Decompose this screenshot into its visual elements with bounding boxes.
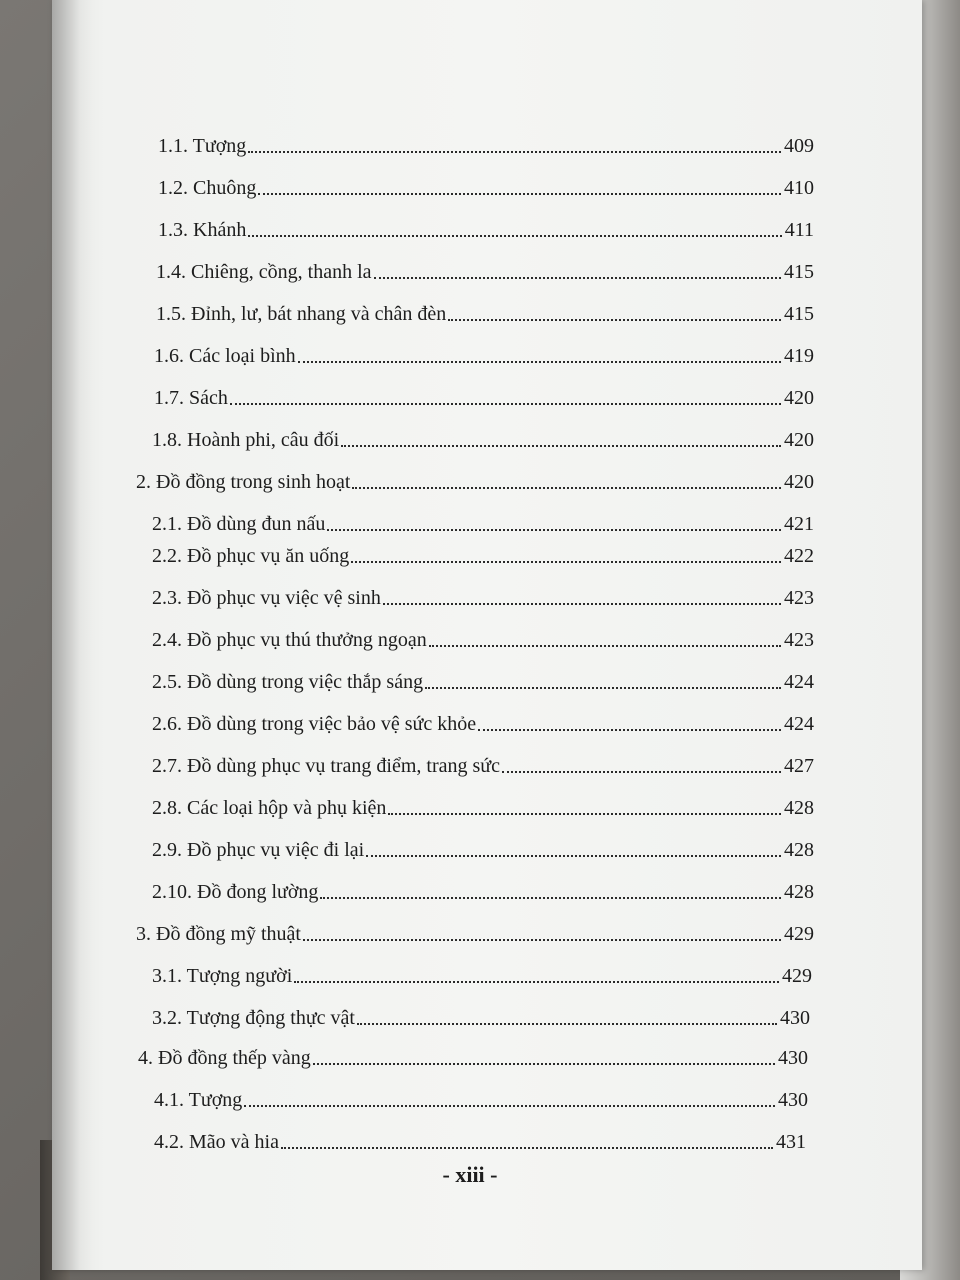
dot-leader: [313, 1063, 775, 1065]
toc-entry-title: 2.8. Các loại hộp và phụ kiện: [152, 797, 387, 819]
toc-entry-page: 419: [784, 345, 814, 367]
dot-leader: [281, 1147, 773, 1149]
toc-entry-2-8: [152, 786, 814, 820]
toc-entry-2-6: [152, 702, 814, 736]
dot-leader: [383, 603, 781, 605]
dot-leader: [357, 1023, 777, 1025]
toc-entry-2-2: [152, 534, 814, 568]
toc-entry-1-5: [156, 292, 814, 326]
toc-entry-title: 2.2. Đồ phục vụ ăn uống: [152, 545, 350, 567]
toc-entry-1-3: [158, 208, 814, 242]
dot-leader: [429, 645, 781, 647]
toc-entry-page: 415: [784, 303, 814, 325]
dot-leader: [388, 813, 781, 815]
toc-entry-4-1: [154, 1078, 808, 1112]
toc-entry-page: 422: [784, 545, 814, 567]
toc-entry-title: 3.2. Tượng động thực vật: [152, 1007, 355, 1029]
dot-leader: [478, 729, 781, 731]
toc-entry-title: 2.5. Đồ dùng trong việc thắp sáng: [152, 671, 424, 693]
toc-entry-page: 420: [784, 429, 814, 451]
toc-entry-1-1: [158, 124, 814, 158]
toc-entry-title: 1.7. Sách: [154, 387, 228, 409]
toc-entry-3-1: [152, 954, 812, 988]
toc-entry-page: 429: [784, 923, 814, 945]
toc-entry-4: [138, 1036, 808, 1070]
toc-entry-3-2: [152, 996, 810, 1030]
toc-entry-title: 1.1. Tượng: [158, 135, 247, 157]
toc-entry-page: 424: [784, 671, 814, 693]
toc-entry-title: 4.2. Mão và hia: [154, 1131, 279, 1153]
toc-entry-title: 4. Đồ đồng thếp vàng: [138, 1047, 311, 1069]
toc-entry-2-5: [152, 660, 814, 694]
toc-entry-1-4: [156, 250, 814, 284]
toc-entry-title: 1.2. Chuông: [158, 177, 257, 199]
dot-leader: [351, 561, 781, 563]
toc-entry-page: 428: [784, 839, 814, 861]
dot-leader: [341, 445, 781, 447]
toc-entry-title: 1.5. Đỉnh, lư, bát nhang và chân đèn: [156, 303, 447, 325]
dot-leader: [425, 687, 781, 689]
dot-leader: [294, 981, 779, 983]
toc-entry-title: 1.3. Khánh: [158, 219, 247, 241]
toc-entry-1-6: [154, 334, 814, 368]
toc-entry-2-3: [152, 576, 814, 610]
toc-entry-page: 429: [782, 965, 812, 987]
toc-entry-page: 428: [784, 881, 814, 903]
toc-entry-page: 423: [784, 629, 814, 651]
toc-entry-page: 420: [784, 387, 814, 409]
dot-leader: [230, 403, 781, 405]
dot-leader: [374, 277, 781, 279]
toc-entry-title: 2.3. Đồ phục vụ việc vệ sinh: [152, 587, 381, 609]
toc-entry-page: 428: [784, 797, 814, 819]
dot-leader: [248, 151, 781, 153]
toc-entry-2: [136, 460, 814, 494]
toc-entry-page: 430: [778, 1047, 808, 1069]
toc-entry-title: 2.10. Đồ đong lường: [152, 881, 319, 903]
toc-entry-page: 423: [784, 587, 814, 609]
toc-entry-page: 420: [784, 471, 814, 493]
toc-entry-page: 421: [784, 513, 814, 535]
toc-entry-page: 415: [784, 261, 814, 283]
toc-entry-page: 427: [784, 755, 814, 777]
dot-leader: [448, 319, 781, 321]
toc-entry-page: 430: [780, 1007, 810, 1029]
toc-entry-title: 3. Đồ đồng mỹ thuật: [136, 923, 301, 945]
dot-leader: [366, 855, 781, 857]
dot-leader: [244, 1105, 775, 1107]
dot-leader: [298, 361, 781, 363]
toc-entry-title: 2.7. Đồ dùng phục vụ trang điểm, trang sức: [152, 755, 500, 777]
toc-entry-page: 424: [784, 713, 814, 735]
toc-entry-4-2: [154, 1120, 806, 1154]
toc-entry-title: 1.8. Hoành phi, câu đối: [152, 429, 340, 451]
toc-entry-2-9: [152, 828, 814, 862]
toc-entry-page: 431: [776, 1131, 806, 1153]
dot-leader: [327, 529, 781, 531]
toc-entry-title: 2. Đồ đồng trong sinh hoạt: [136, 471, 351, 493]
toc-entry-title: 2.1. Đồ dùng đun nấu: [152, 513, 326, 535]
dot-leader: [352, 487, 781, 489]
dot-leader: [248, 235, 781, 237]
toc-entry-1-7: [154, 376, 814, 410]
toc-entry-2-10: [152, 870, 814, 904]
toc-entry-2-4: [152, 618, 814, 652]
toc-entry-2-7: [152, 744, 814, 778]
toc-entry-1-8: [152, 418, 814, 452]
toc-entry-3: [136, 912, 814, 946]
dot-leader: [320, 897, 781, 899]
toc-entry-1-2: [158, 166, 814, 200]
toc-entry-title: 2.9. Đồ phục vụ việc đi lại: [152, 839, 365, 861]
dot-leader: [502, 771, 781, 773]
toc-entry-page: 411: [784, 219, 814, 241]
toc-entry-title: 1.6. Các loại bình: [154, 345, 296, 367]
toc-entry-page: 410: [784, 177, 814, 199]
toc-entry-title: 2.4. Đồ phục vụ thú thưởng ngoạn: [152, 629, 427, 651]
toc-entry-page: 430: [778, 1089, 808, 1111]
toc-entry-title: 2.6. Đồ dùng trong việc bảo vệ sức khỏe: [152, 713, 477, 735]
dot-leader: [303, 939, 781, 941]
toc-entry-title: 1.4. Chiêng, cồng, thanh la: [156, 261, 372, 283]
toc-entry-2-1: [152, 502, 814, 536]
toc-entry-page: 409: [784, 135, 814, 157]
dot-leader: [258, 193, 781, 195]
toc-entry-title: 3.1. Tượng người: [152, 965, 293, 987]
toc-entry-title: 4.1. Tượng: [154, 1089, 243, 1111]
page-number: - xiii -: [442, 1162, 498, 1187]
